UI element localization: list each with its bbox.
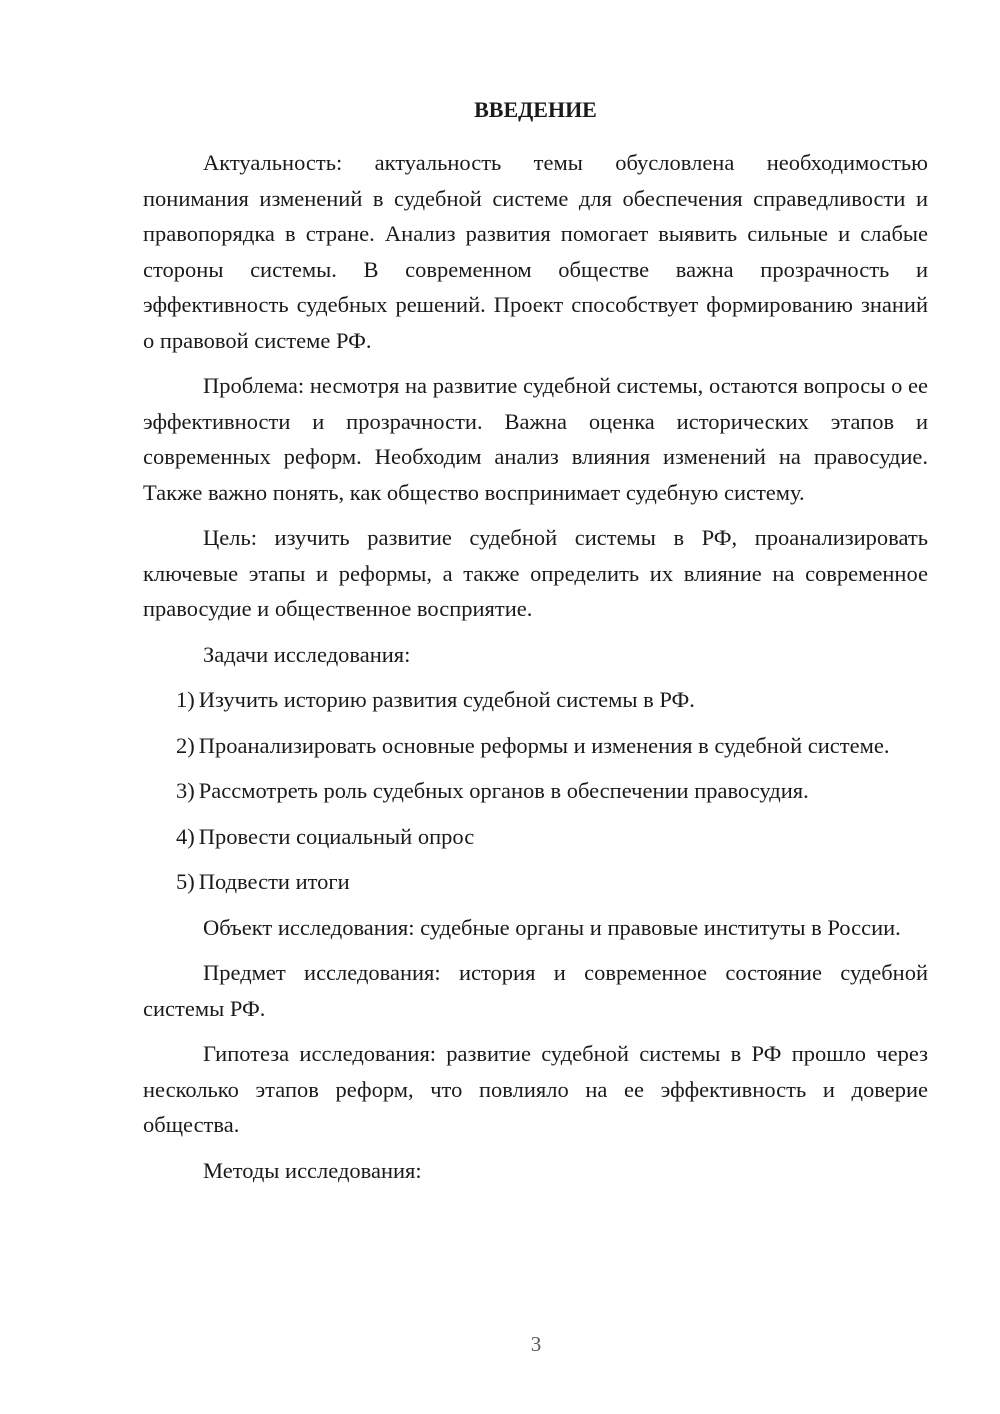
object-paragraph: Объект исследования: судебные органы и правовые институты в России. xyxy=(203,914,901,940)
relevance-paragraph: Актуальность: актуальность темы обусловлена необходимостью понимания изменений в судебной системе для обеспечения справедливости и правопорядка в стране. Анализ развития помогает выявить сильные и слабые стороны системы. В современном обществе важна прозрачность и эффективность судебных решений. Проект способствует формированию знаний о правовой системе РФ. xyxy=(143,150,928,353)
list-item-number: 4) xyxy=(176,823,195,849)
list-item xyxy=(143,773,928,809)
tasks-list xyxy=(143,682,928,900)
list-item-number: 5) xyxy=(176,869,195,894)
tasks-heading: Задачи исследования: xyxy=(203,641,411,667)
page-content xyxy=(143,92,928,1198)
list-item xyxy=(143,728,928,764)
page-number: 3 xyxy=(530,1332,542,1356)
problem-paragraph: Проблема: несмотря на развитие судебной системы, остаются вопросы о ее эффективности и прозрачности. Важна оценка исторических этапов и современных реформ. Необходим анализ влияния изменений на правосудие. Также важно понять, как общество воспринимает судебную систему. xyxy=(143,373,928,505)
list-item-text: Подвести итоги xyxy=(198,869,350,894)
list-item-text: Рассмотреть роль судебных органов в обеспечении правосудия. xyxy=(198,778,809,803)
list-item xyxy=(143,682,928,718)
list-item-number: 2) xyxy=(176,732,195,758)
list-item xyxy=(143,864,928,900)
list-item-number: 3) xyxy=(176,778,195,803)
subject-paragraph: Предмет исследования: история и современное состояние судебной системы РФ. xyxy=(143,960,928,1021)
hypothesis-paragraph: Гипотеза исследования: развитие судебной системы в РФ прошло через несколько этапов реформ, что повлияло на ее эффективность и доверие общества. xyxy=(143,1041,928,1137)
methods-heading: Методы исследования: xyxy=(203,1157,422,1183)
list-item-text: Проанализировать основные реформы и изменения в судебной системе. xyxy=(198,732,890,758)
page-title: ВВЕДЕНИЕ xyxy=(474,97,597,122)
list-item-number: 1) xyxy=(176,687,195,712)
list-item xyxy=(143,819,928,855)
goal-paragraph: Цель: изучить развитие судебной системы в РФ, проанализировать ключевые этапы и реформы, а также определить их влияние на современное правосудие и общественное восприятие. xyxy=(143,525,928,621)
list-item-text: Провести социальный опрос xyxy=(198,823,475,849)
list-item-text: Изучить историю развития судебной системы в РФ. xyxy=(198,687,695,712)
